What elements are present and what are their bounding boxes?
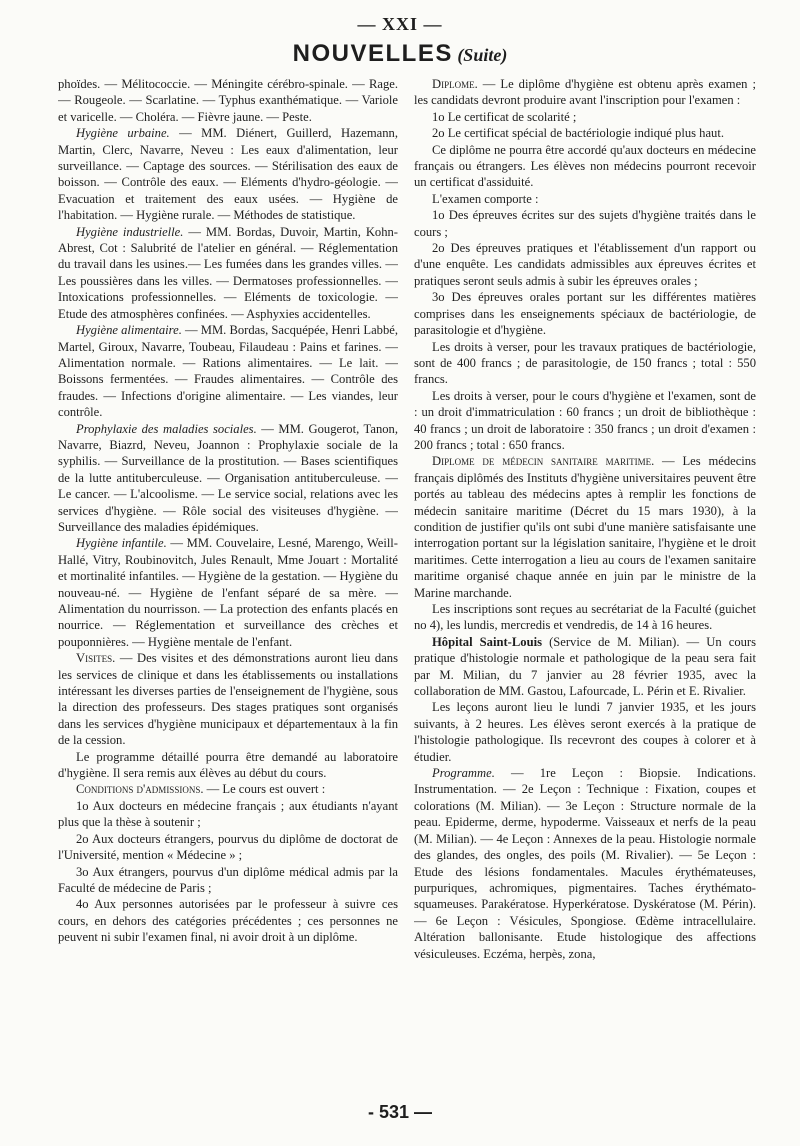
- paragraph-text: 2o Aux docteurs étrangers, pourvus du diplôme de doctorat de l'Université, mention « Médecine » ;: [58, 831, 398, 863]
- paragraph-text: Les inscriptions sont reçues au secrétariat de la Faculté (guichet no 4), les lundis, mercredis et vendredis, de 14 à 16 heures.: [414, 602, 756, 633]
- paragraph-text: — 1re Leçon : Biopsie. Indications. Instrumentation. — 2e Leçon : Technique : Fixation, coupes et colorations (M. Milian). — 3e Leçon : Structure normale de la peau. Epiderme, derme, hypoderme. Vaisseaux et nerfs de la peau (M. Milian). — 4e Leçon : Annexes de la peau. Histologie normale des glandes, des ongles, des poils (M. Rivalier). — 5e Leçon : Etude des lésions fondamentales. Macules érythémateuses, purpuriques, achromiques, pigmentaires. Taches érythémato-squameuses. Parakératose. Hyperkératose. Dyskératose (M. Périn). — 6e Leçon : Vésicules, Spongiose. Œdème intracellulaire. Altération ballonisante. Etude histologique des affections vésiculeuses. Eczéma, herpès, zona,: [414, 766, 756, 961]
- paragraph: [414, 109, 756, 125]
- paragraph-text: — Les médecins français diplômés des Instituts d'hygiène universitaires peuvent être portés au tableau des médecins aptes à remplir les fonctions de médecin sanitaire maritime (Décret du 15 mars 1930), à la condition de justifier qu'ils ont subi d'une manière satisfaisante une interrogation portant sur la législation sanitaire, l'hygiène et le droit maritimes. Cette interrogation a lieu au cours de l'examen sanitaire maritime organisé chaque année en juin par le ministre de la Marine marchande.: [414, 454, 756, 600]
- paragraph-lead: Conditions d'admissions.: [76, 782, 204, 797]
- paragraph-lead: Programme.: [432, 766, 495, 781]
- section-title: NOUVELLES: [292, 40, 453, 67]
- paragraph-text: — MM. Couvelaire, Lesné, Marengo, Weill-Hallé, Vitry, Roubinovitch, Jules Renault, Mme Jouart : Mortalité et mortinalité infantiles. — Hygiène de la gestation. — Hygiène du nouveau-né. — Hygiène de l'enfant séparé de sa mère. — Alimentation du nourrisson. — La protection des enfants placés en nourrice. — Réglementation et surveillance des crèches et pouponnières. — Hygiène mentale de l'enfant.: [58, 536, 398, 649]
- paragraph: [58, 896, 398, 945]
- paragraph-text: — Le cours est ouvert :: [203, 782, 326, 797]
- paragraph-lead: Visites.: [76, 651, 116, 666]
- paragraph: [58, 322, 398, 420]
- paragraph: [58, 864, 398, 897]
- paragraph: [414, 765, 756, 962]
- paragraph-text: — MM. Diénert, Guillerd, Hazemann, Martin, Clerc, Navarre, Neveu : Les eaux d'alimentation, leur surveillance. — Captage des sources. — Stérilisation des eaux de boisson. — Contrôle des eaux. — Eléments d'hydro-géologie. — Evacuation et traitement des eaux usées. — Hygiène de l'habitation. — Hygiène rurale. — Méthodes de statistique.: [58, 126, 398, 223]
- paragraph-text: 4o Aux personnes autorisées par le professeur à suivre ces cours, en dehors des catégories précédentes ; ces personnes ne peuvent ni subir l'examen final, ni avoir droit à un diplôme.: [58, 897, 398, 945]
- paragraph: [414, 76, 756, 109]
- paragraph-text: 2o Des épreuves pratiques et l'établissement d'un rapport ou d'une enquête. Les candidats admissibles aux épreuves écrites et pratiques seront seuls admis à subir les épreuves orales ;: [414, 241, 756, 288]
- paragraph-lead: Diplome.: [432, 77, 478, 91]
- paragraph-text: — MM. Bordas, Sacquépée, Henri Labbé, Martel, Giroux, Navarre, Toubeau, Filaudeau : Pains et farines. — Alimentation normale. — Rations alimentaires. — Le lait. — Boissons fermentées. — Fraudes alimentaires. — Contrôle des fraudes. — Infections d'origine alimentaire. — Les viandes, leur contrôle.: [58, 323, 398, 420]
- paragraph-lead: Hygiène urbaine.: [76, 126, 170, 141]
- paragraph-text: 3o Des épreuves orales portant sur les différentes matières comprises dans les enseignements spéciaux de bactériologie, de parasitologie et d'hygiène.: [414, 290, 756, 338]
- paragraph-text: Les leçons auront lieu le lundi 7 janvier 1935, et les jours suivants, à 2 heures. Les élèves seront exercés à la pratique de l'histologie pathologique. Ils recevront des coupes à colorer et à étudier.: [414, 700, 756, 764]
- page-number: - 531 —: [367, 1102, 433, 1122]
- paragraph-text: phoïdes. — Mélitococcie. — Méningite cérébro-spinale. — Rage. — Rougeole. — Scarlatine. — Typhus exanthématique. — Variole et varicelle. — Choléra. — Fièvre jaune. — Peste.: [58, 77, 398, 124]
- paragraph-lead: Diplome de médecin sanitaire maritime.: [432, 454, 655, 469]
- paragraph-text: Les droits à verser, pour le cours d'hygiène et l'examen, sont de : un droit d'immatriculation : 60 francs ; un droit de bibliothèque : 40 francs ; un droit de laboratoire : 350 francs ; un droit d'examen : 200 francs ; total : 650 francs.: [414, 388, 756, 452]
- paragraph: [58, 76, 398, 125]
- paragraph-text: Les droits à verser, pour les travaux pratiques de bactériologie, sont de 400 francs ; de parasitologie, de 150 francs ; total : 550 francs.: [414, 339, 756, 387]
- paragraph-text: Le programme détaillé pourra être demandé au laboratoire d'hygiène. Il sera remis aux élèves au début du cours.: [58, 749, 398, 781]
- right-column: [414, 76, 756, 1096]
- paragraph-text: 1o Le certificat de scolarité ;: [432, 109, 577, 124]
- paragraph: [414, 207, 756, 240]
- section-header: [0, 40, 800, 68]
- paragraph-text: 3o Aux étrangers, pourvus d'un diplôme médical admis par la Faculté de médecine de Paris ;: [58, 864, 398, 895]
- roman-page-number: — XXI —: [357, 14, 443, 34]
- paragraph-text: — MM. Bordas, Duvoir, Martin, Kohn-Abrest, Cot : Salubrité de l'atelier en général. — Réglementation du travail dans les usines.— Les fumées dans les grandes villes. — Les poussières dans les villes. — Dermatoses professionnelles. — Intoxications professionnelles. — Eléments de toxicologie. — Etude des atmosphères confinées. — Asphyxies accidentelles.: [58, 224, 398, 321]
- paragraph: [58, 831, 398, 864]
- paragraph: [414, 388, 756, 454]
- paragraph: [58, 535, 398, 650]
- left-column: [58, 76, 398, 1096]
- paragraph-lead: Prophylaxie des maladies sociales.: [76, 421, 257, 436]
- paragraph: [414, 634, 756, 700]
- paragraph: [414, 339, 756, 388]
- section-subtitle: (Suite): [457, 45, 508, 65]
- paragraph-text: Ce diplôme ne pourra être accordé qu'aux docteurs en médecine français ou étrangers. Les élèves non médecins pourront recevoir un certificat d'assiduité.: [414, 142, 756, 190]
- paragraph: [414, 601, 756, 634]
- paragraph-text: 2o Le certificat spécial de bactériologie indiqué plus haut.: [432, 126, 724, 141]
- paragraph: [58, 781, 398, 797]
- paragraph: [414, 191, 756, 207]
- paragraph: [414, 240, 756, 289]
- paragraph: [414, 142, 756, 191]
- paragraph-text: (Service de M. Milian). — Un cours pratique d'histologie normale et pathologique de la peau sera fait par M. Milian, du 7 janvier au 28 février 1935, avec la collaboration de MM. Gastou, Lafourcade, L. Périn et E. Rivalier.: [414, 634, 756, 699]
- paragraph: [58, 125, 398, 223]
- paragraph-text: 1o Des épreuves écrites sur des sujets d'hygiène traités dans le cours ;: [414, 208, 756, 239]
- paragraph-text: — Des visites et des démonstrations auront lieu dans les services de clinique et dans les établissements ou installations intéressant les diverses parties de l'enseignement de l'hygiène, sous la direction des professeurs. Des stages pratiques sont organisés dans les services d'hygiène municipaux et départementaux à la fin de la cession.: [58, 651, 398, 748]
- paragraph-text: — Le diplôme d'hygiène est obtenu après examen ; les candidats devront produire avant l'inscription pour l'examen :: [414, 77, 756, 108]
- paragraph: [58, 421, 398, 536]
- paragraph-text: — MM. Gougerot, Tanon, Navarre, Biazrd, Neveu, Joannon : Prophylaxie sociale de la syphilis. — Surveillance de la prostitution. — Bases scientifiques de la lutte antituberculeuse. — Organisation antituberculeuse. — Le cancer. — L'alcoolisme. — Le service social, relations avec les services d'hygiène. — Rôle social des visiteuses d'hygiène. — Surveillance des maladies épidémiques.: [58, 421, 398, 534]
- paragraph: [414, 125, 756, 141]
- paragraph: [58, 224, 398, 322]
- paragraph: [58, 650, 398, 748]
- paragraph: [58, 798, 398, 831]
- paragraph-lead: Hygiène alimentaire.: [76, 323, 182, 338]
- paragraph-lead: Hygiène infantile.: [76, 536, 167, 551]
- paragraph: [414, 453, 756, 601]
- paragraph: [414, 699, 756, 765]
- paragraph-text: L'examen comporte :: [432, 191, 539, 206]
- paragraph: [58, 749, 398, 782]
- paragraph-lead: Hôpital Saint-Louis: [432, 634, 542, 649]
- paragraph-lead: Hygiène industrielle.: [76, 224, 184, 239]
- paragraph-text: 1o Aux docteurs en médecine français ; aux étudiants n'ayant plus que la thèse à soutenir ;: [58, 798, 398, 830]
- paragraph: [414, 289, 756, 338]
